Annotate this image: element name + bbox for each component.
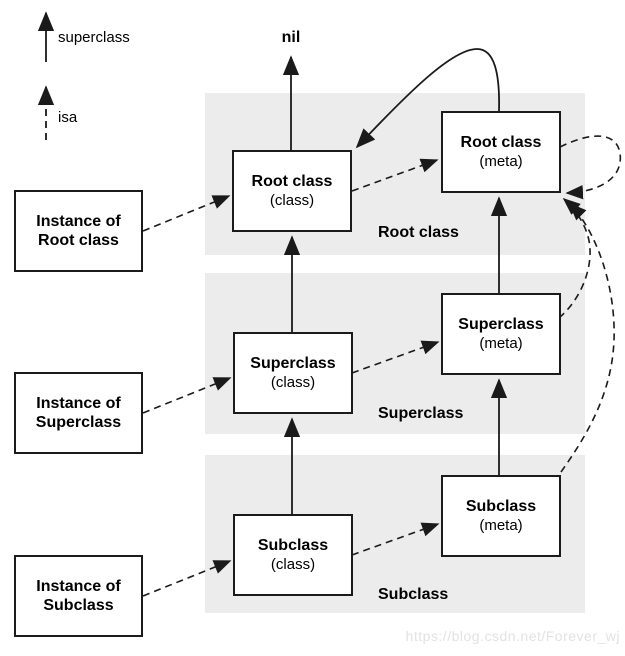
isa-arrow-instancesubclass-to-subclass <box>143 561 230 596</box>
legend-superclass-label: superclass <box>58 29 130 46</box>
node-subtitle: (meta) <box>479 517 523 534</box>
node-title: Superclass <box>250 355 336 372</box>
node-title: Root class <box>460 134 542 151</box>
node-title: Subclass <box>465 498 537 515</box>
node-title-line2: Root class <box>38 232 119 249</box>
node-title-line1: Instance of <box>36 578 121 595</box>
node-root-meta <box>441 111 561 193</box>
isa-arrow-rootmeta-self-loop <box>560 136 620 193</box>
region-label-root: Root class <box>378 224 459 241</box>
node-subtitle: (class) <box>270 556 316 573</box>
node-title: Superclass <box>458 316 544 333</box>
isa-arrow-submeta-to-rootmeta <box>561 204 614 472</box>
node-subclass-class <box>233 514 353 596</box>
node-subtitle: (meta) <box>479 335 523 352</box>
watermark-text: https://blog.csdn.net/Forever_wj <box>405 628 620 644</box>
region-label-superclass: Superclass <box>378 405 464 422</box>
node-title-line1: Instance of <box>36 395 121 412</box>
node-title-line2: Subclass <box>43 597 114 614</box>
node-title: Root class <box>251 173 333 190</box>
isa-arrow-instancesuperclass-to-superclass <box>143 378 230 413</box>
node-title-line1: Instance of <box>36 213 121 230</box>
node-subclass-meta <box>441 475 561 557</box>
node-subtitle: (class) <box>269 192 315 209</box>
isa-arrow-subclass-to-submeta <box>352 524 438 555</box>
node-instance-subclass <box>14 555 143 637</box>
node-superclass-meta <box>441 293 561 375</box>
isa-arrow-rootclass-to-rootmeta <box>352 160 437 191</box>
isa-arrow-superclass-to-supermeta <box>352 342 438 373</box>
nil-label: nil <box>281 29 301 46</box>
node-subtitle: (meta) <box>479 153 523 170</box>
isa-arrow-instanceroot-to-rootclass <box>143 196 229 231</box>
isa-arrow-supermeta-to-rootmeta <box>559 199 590 318</box>
node-instance-superclass <box>14 372 143 454</box>
node-title-line2: Superclass <box>35 414 122 431</box>
node-superclass-class <box>233 332 353 414</box>
node-title: Subclass <box>257 537 329 554</box>
region-label-subclass: Subclass <box>378 586 449 603</box>
node-subtitle: (class) <box>270 374 316 391</box>
node-root-class <box>232 150 352 232</box>
node-instance-root <box>14 190 143 272</box>
legend-isa-label: isa <box>58 109 78 126</box>
